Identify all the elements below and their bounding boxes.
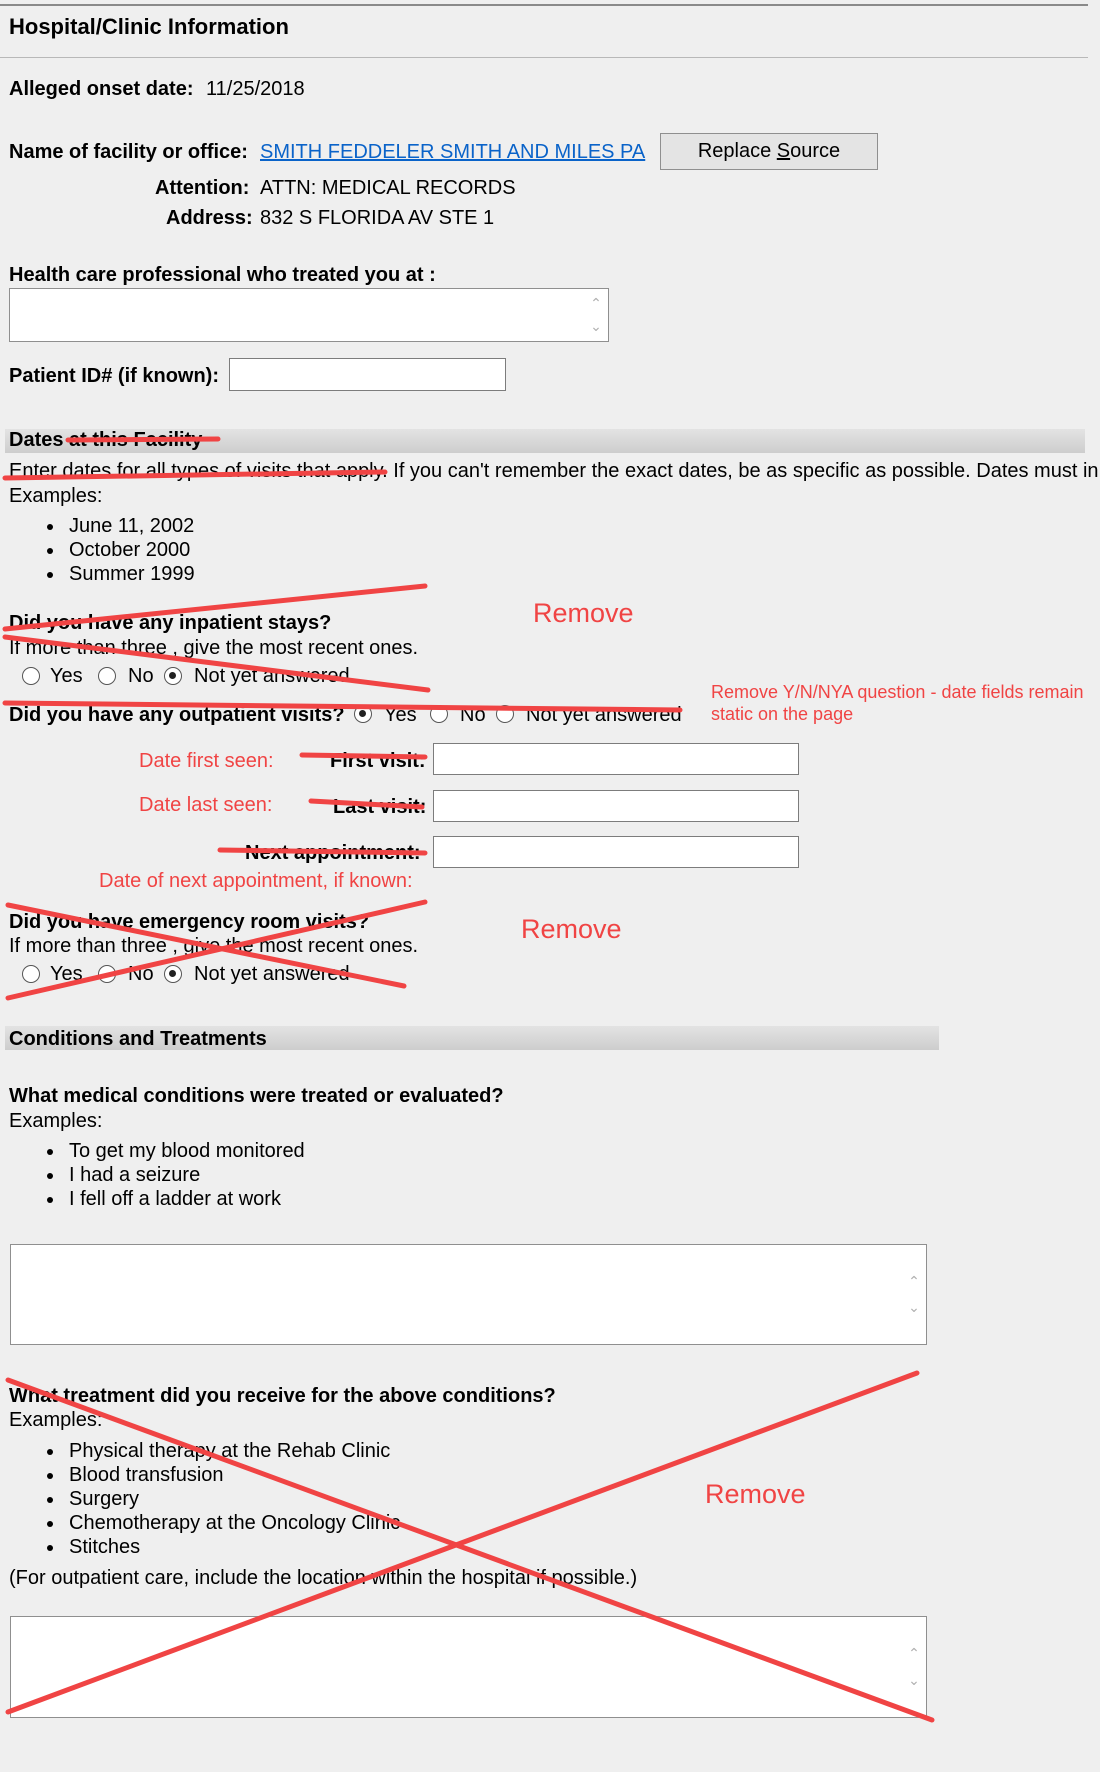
dates-instruction: If you can't remember the exact dates, be as specific as possible. Dates must in	[387, 460, 1099, 482]
conditions-examples-list	[9, 1139, 305, 1211]
first-visit-input[interactable]	[433, 743, 799, 775]
chevron-up-icon[interactable]: ⌃	[590, 295, 602, 311]
treatment-examples-list	[9, 1439, 400, 1559]
first-visit-label: First visit:	[330, 750, 426, 772]
list-item: October 2000	[9, 538, 195, 562]
list-item: Physical therapy at the Rehab Clinic	[9, 1439, 400, 1463]
outpatient-nya-label: Not yet answered	[526, 704, 682, 726]
onset-value: 11/25/2018	[206, 78, 305, 100]
annotation-remove-treatment: Remove	[705, 1479, 806, 1509]
last-visit-label: Last visit:	[333, 796, 427, 818]
annotation-date-next-appointment: Date of next appointment, if known:	[99, 870, 413, 892]
inpatient-yes-radio[interactable]	[22, 667, 40, 685]
facility-name-label: Name of facility or office:	[9, 141, 248, 163]
emergency-question: Did you have emergency room visits?	[9, 911, 370, 933]
replace-source-button[interactable]	[660, 133, 878, 170]
outpatient-question: Did you have any outpatient visits?	[9, 704, 345, 726]
list-item: Chemotherapy at the Oncology Clinic	[9, 1511, 400, 1535]
list-item: I had a seizure	[9, 1163, 305, 1187]
list-item: Blood transfusion	[9, 1463, 400, 1487]
onset-label: Alleged onset date:	[9, 78, 194, 100]
top-divider	[0, 4, 1088, 6]
outpatient-nya-radio[interactable]	[496, 705, 514, 723]
patient-id-input[interactable]	[229, 358, 506, 391]
list-item: Summer 1999	[9, 562, 195, 586]
outpatient-no-label: No	[460, 704, 486, 726]
professional-label: Health care professional who treated you at :	[9, 264, 436, 286]
conditions-section-title: Conditions and Treatments	[9, 1028, 267, 1050]
replace-source-accesskey: S	[776, 140, 791, 162]
emergency-nya-label: Not yet answered	[194, 963, 350, 985]
chevron-down-icon[interactable]: ⌄	[908, 1299, 920, 1315]
address-label: Address:	[166, 207, 253, 229]
list-item: Surgery	[9, 1487, 400, 1511]
treatment-question: What treatment did you receive for the above conditions?	[9, 1385, 556, 1407]
list-item: To get my blood monitored	[9, 1139, 305, 1163]
inpatient-nya-label: Not yet answered	[194, 665, 350, 687]
inpatient-no-radio[interactable]	[98, 667, 116, 685]
outpatient-no-radio[interactable]	[430, 705, 448, 723]
conditions-textarea[interactable]	[10, 1244, 927, 1345]
chevron-up-icon[interactable]: ⌃	[908, 1645, 920, 1661]
inpatient-question: Did you have any inpatient stays?	[9, 612, 332, 634]
next-appointment-input[interactable]	[433, 836, 799, 868]
dates-section-title: Dates at this Facility	[9, 429, 203, 451]
outpatient-yes-label: Yes	[384, 704, 417, 726]
annotation-yn-note-2: static on the page	[711, 704, 854, 724]
inpatient-no-label: No	[128, 665, 154, 687]
annotation-yn-note-1: Remove Y/N/NYA question - date fields remain	[711, 682, 1084, 702]
list-item: I fell off a ladder at work	[9, 1187, 305, 1211]
treatment-note: (For outpatient care, include the location within the hospital if possible.)	[9, 1567, 638, 1589]
emergency-hint: If more than three , give the most recent ones.	[9, 935, 419, 957]
page-title: Hospital/Clinic Information	[9, 14, 289, 39]
chevron-down-icon[interactable]: ⌄	[908, 1672, 920, 1688]
inpatient-nya-radio[interactable]	[164, 667, 182, 685]
professional-textarea[interactable]	[9, 288, 609, 342]
address-value: 832 S FLORIDA AV STE 1	[260, 207, 495, 229]
replace-source-label-b: ource	[790, 140, 841, 162]
annotation-date-last-seen: Date last seen:	[139, 794, 273, 816]
dates-examples-label: Examples:	[9, 485, 103, 507]
last-visit-input[interactable]	[433, 790, 799, 822]
chevron-down-icon[interactable]: ⌄	[590, 318, 602, 334]
treatment-textarea[interactable]	[10, 1616, 927, 1718]
conditions-question: What medical conditions were treated or evaluated?	[9, 1085, 504, 1107]
textarea-scrollbar[interactable]	[904, 1247, 924, 1342]
title-divider	[0, 57, 1088, 58]
textarea-scrollbar[interactable]	[904, 1619, 924, 1715]
replace-source-label-a: Replace	[697, 140, 777, 162]
emergency-no-radio[interactable]	[98, 965, 116, 983]
patient-id-label: Patient ID# (if known):	[9, 365, 219, 387]
dates-examples-list	[9, 514, 195, 586]
emergency-nya-radio[interactable]	[164, 965, 182, 983]
emergency-yes-radio[interactable]	[22, 965, 40, 983]
emergency-no-label: No	[128, 963, 154, 985]
facility-name-link[interactable]: SMITH FEDDELER SMITH AND MILES PA	[260, 141, 646, 163]
annotation-date-first-seen: Date first seen:	[139, 750, 274, 772]
outpatient-yes-radio[interactable]	[354, 705, 372, 723]
emergency-yes-label: Yes	[50, 963, 83, 985]
attention-value: ATTN: MEDICAL RECORDS	[260, 177, 516, 199]
list-item: June 11, 2002	[9, 514, 195, 538]
conditions-examples-label: Examples:	[9, 1110, 103, 1132]
inpatient-hint: If more than three , give the most recent ones.	[9, 637, 419, 659]
dates-instruction-struck: Enter dates for all types of visits that apply.	[9, 460, 388, 482]
list-item: Stitches	[9, 1535, 400, 1559]
treatment-examples-label: Examples:	[9, 1409, 103, 1431]
chevron-up-icon[interactable]: ⌃	[908, 1273, 920, 1289]
annotation-remove-inpatient: Remove	[533, 598, 634, 628]
annotation-remove-emergency: Remove	[521, 914, 622, 944]
textarea-scrollbar[interactable]	[586, 291, 606, 339]
attention-label: Attention:	[155, 177, 250, 199]
inpatient-yes-label: Yes	[50, 665, 83, 687]
next-appointment-label: Next appointment:	[245, 842, 421, 864]
